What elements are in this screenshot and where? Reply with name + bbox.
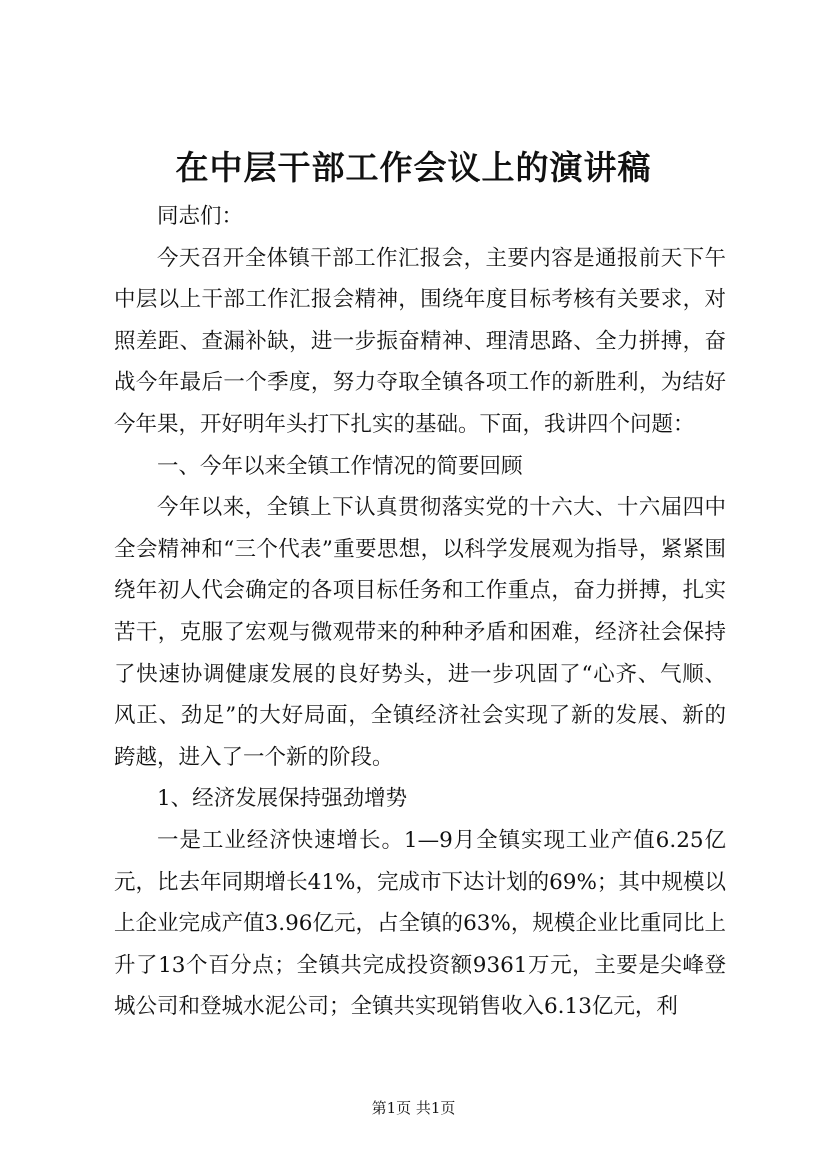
intro-paragraph: 今天召开全体镇干部工作汇报会，主要内容是通报前天下午中层以上干部工作汇报会精神，围绕年度目标考核有关要求，对照差距、查漏补缺，进一步振奋精神、理清思路、全力拼搏，奋战今年最后一个季度，努力夺取全镇各项工作的新胜利，为结好今年果，开好明年头打下扎实的基础。下面，我讲四个问题： — [114, 245, 726, 437]
document-body — [114, 196, 726, 1028]
page-footer: 第1页 共1页 — [371, 1099, 456, 1117]
subsection-heading: 1、经济发展保持强劲增势 — [157, 786, 408, 812]
review-paragraph: 今年以来，全镇上下认真贯彻落实党的十六大、十六届四中全会精神和“三个代表”重要思想，以科学发展观为指导，紧紧围绕年初人代会确定的各项目标任务和工作重点，奋力拼搏，扎实苦干，克服了宏观与微观带来的种种矛盾和困难，经济社会保持了快速协调健康发展的良好势头，进一步巩固了“心齐、气顺、风正、劲足”的大好局面，全镇经济社会实现了新的发展、新的跨越，进入了一个新的阶段。 — [114, 495, 726, 770]
industry-paragraph: 一是工业经济快速增长。1—9月全镇实现工业产值6.25亿元，比去年同期增长41%，完成市下达计划的69%；其中规模以上企业完成产值3.96亿元，占全镇的63%，规模企业比重同比上升了13个百分点；全镇共完成投资额9361万元，主要是尖峰登城公司和登城水泥公司；全镇共实现销售收入6.13亿元，利 — [114, 827, 726, 1020]
salutation-paragraph: 同志们： — [157, 204, 244, 229]
page-title: 在中层干部工作会议上的演讲稿 — [175, 148, 652, 187]
section-heading: 一、今年以来全镇工作情况的简要回顾 — [157, 453, 523, 479]
